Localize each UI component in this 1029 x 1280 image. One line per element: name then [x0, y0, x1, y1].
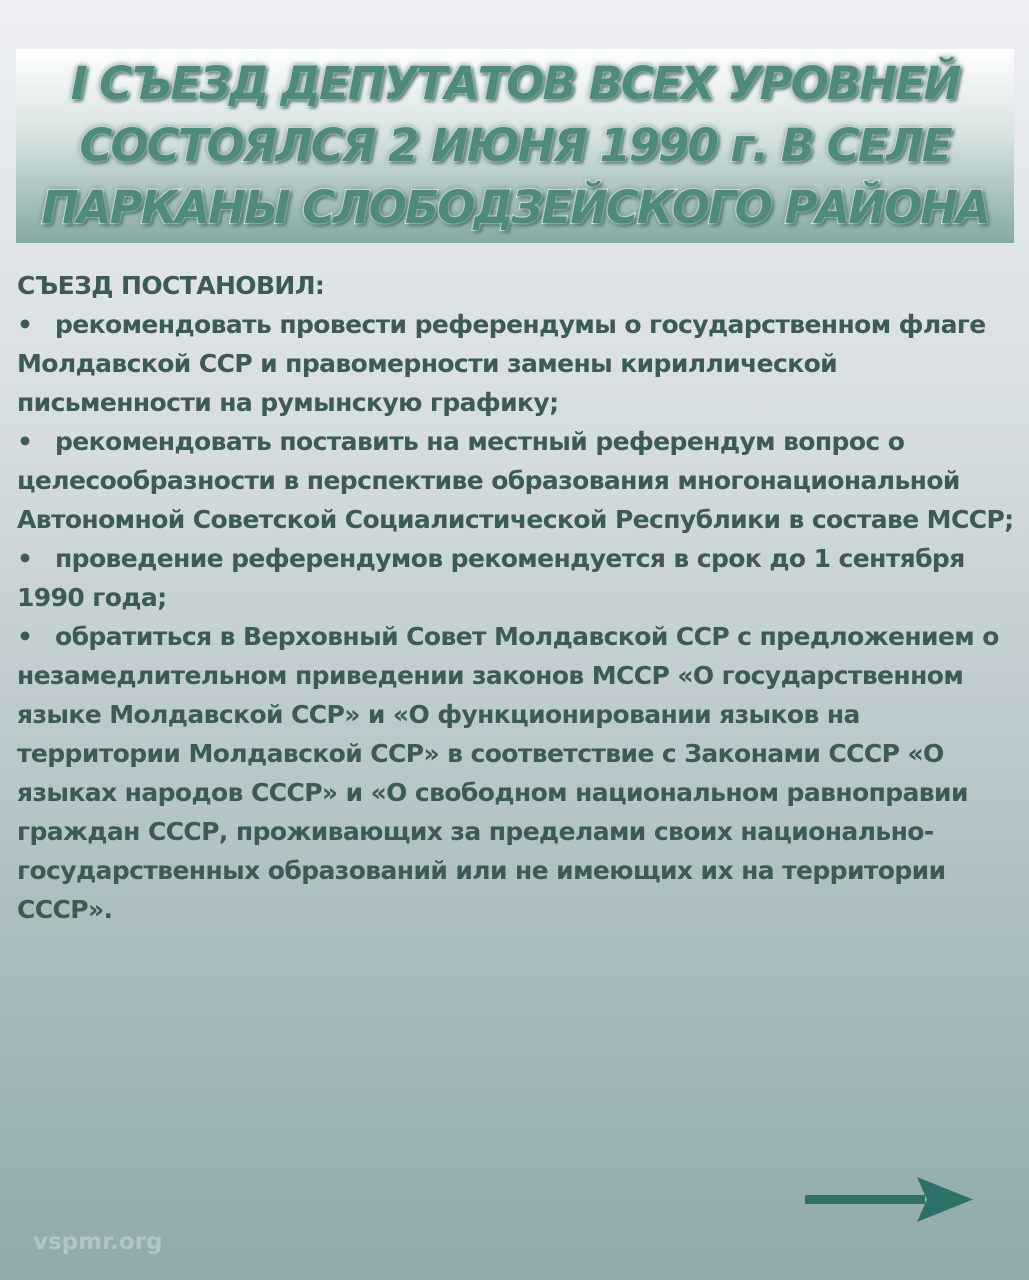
list-item: [17, 539, 1017, 617]
bullet-marker: •: [17, 622, 33, 651]
title-line-1: I СЪЕЗД ДЕПУТАТОВ ВСЕХ УРОВНЕЙ: [70, 57, 960, 110]
arrow-right-icon[interactable]: [805, 1175, 975, 1225]
list-item-text: рекомендовать провести референдумы о государственном флаге Молдавской ССР и правомерности замены кириллической письменности на румынскую графику;: [17, 310, 986, 417]
arrow-head: [917, 1177, 973, 1222]
list-item: [17, 422, 1017, 539]
list-item-text: проведение референдумов рекомендуется в срок до 1 сентября 1990 года;: [17, 544, 965, 612]
title-line-2: СОСТОЯЛСЯ 2 ИЮНЯ 1990 г. В СЕЛЕ: [79, 119, 951, 172]
list-item-text: рекомендовать поставить на местный референдум вопрос о целесообразности в перспективе образования многонациональной Автономной Советской Социалистической Республики в составе МССР;: [17, 427, 1014, 534]
resolution-text: [17, 266, 1017, 929]
list-item: [17, 305, 1017, 422]
bullet-marker: •: [17, 544, 33, 573]
list-item: [17, 617, 1017, 929]
bullet-marker: •: [17, 427, 33, 456]
watermark: vspmr.org: [33, 1229, 163, 1255]
bullet-marker: •: [17, 310, 33, 339]
section-heading: СЪЕЗД ПОСТАНОВИЛ:: [17, 271, 325, 300]
title-line-3: ПАРКАНЫ СЛОБОДЗЕЙСКОГО РАЙОНА: [41, 181, 989, 234]
arrow-shaft: [805, 1195, 925, 1204]
list-item-text: обратиться в Верховный Совет Молдавской ССР с предложением о незамедлительном приведении законов МССР «О государственном языке Молдавской ССР» и «О функционировании языков на территории Молдавской ССР» в соответствие с Законами СССР «О языках народов СССР» и «О свободном национальном равноправии граждан СССР, проживающих за пределами своих национально-государственных образований или не имеющих их на территории СССР».: [17, 622, 999, 924]
title-banner: [16, 49, 1014, 243]
